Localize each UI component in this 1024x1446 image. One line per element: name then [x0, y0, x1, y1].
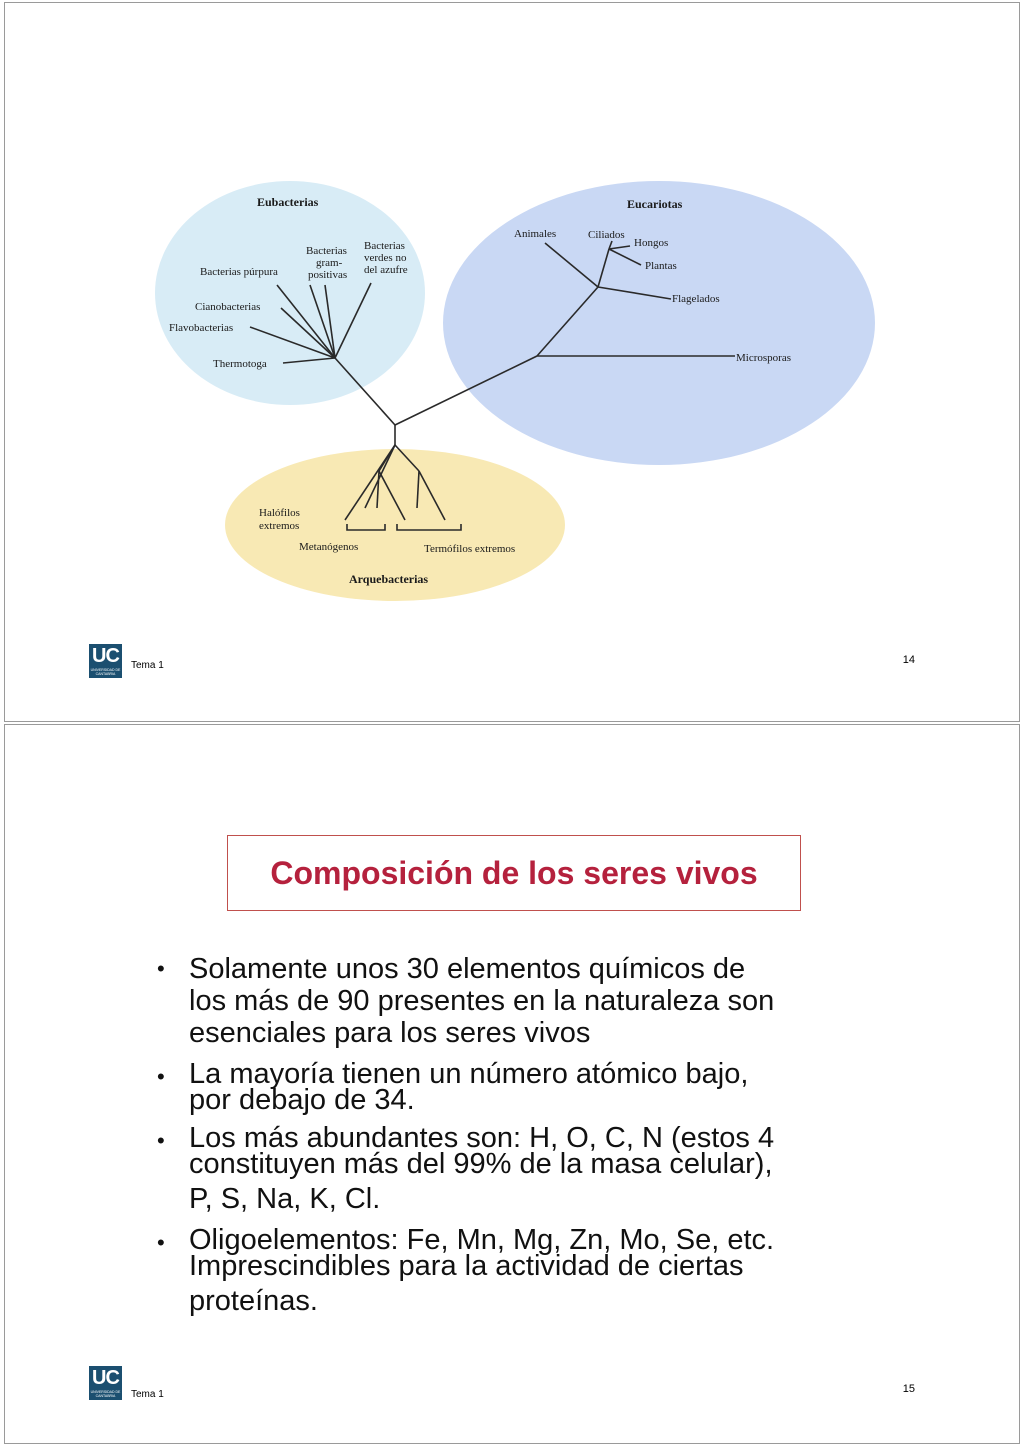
bullet-list: [155, 953, 875, 1329]
uc-logo-subtext: UNIVERSIDAD DE CANTABRIA: [90, 1390, 121, 1398]
label-hongos: Hongos: [634, 237, 669, 249]
label-ciliados: Ciliados: [588, 229, 625, 241]
group-label-archaea: Arquebacterias: [349, 572, 429, 586]
bullet-dot-icon: •: [157, 956, 165, 981]
footer-label: Tema 1: [131, 1389, 164, 1400]
phylogenetic-tree: [5, 3, 1019, 721]
label-verdes-line2: verdes no: [364, 252, 407, 264]
label-halofilos-line1: Halófilos: [259, 507, 300, 519]
uc-logo-subtext: UNIVERSIDAD DE CANTABRIA: [90, 668, 121, 676]
label-termofilos: Termófilos extremos: [424, 543, 516, 555]
bullet-dot-icon: •: [157, 1064, 165, 1089]
label-thermotoga: Thermotoga: [213, 358, 267, 370]
bullet-line: esenciales para los seres vivos: [189, 1017, 591, 1049]
bullet-line: constituyen más del 99% de la masa celular),: [189, 1148, 773, 1180]
slide-title-box: [227, 835, 801, 911]
bullet-line: proteínas.: [189, 1285, 318, 1317]
label-flagelados: Flagelados: [672, 293, 720, 305]
label-verdes-line3: del azufre: [364, 264, 408, 276]
group-label-eukaryotes: Eucariotas: [627, 197, 683, 211]
uc-logo: [89, 1366, 122, 1400]
bullet-line: Imprescindibles para la actividad de ciertas: [189, 1250, 744, 1282]
label-verdes-line1: Bacterias: [364, 240, 405, 252]
slide-14: [4, 2, 1020, 722]
bullet-line: los más de 90 presentes en la naturaleza son: [189, 985, 775, 1017]
slide-15: [4, 724, 1020, 1444]
page-number: 15: [902, 1383, 915, 1395]
uc-logo-text: UC: [92, 645, 119, 667]
bullet-line: P, S, Na, K, Cl.: [189, 1183, 381, 1215]
bullet-dot-icon: •: [157, 1128, 165, 1153]
label-metanogenos: Metanógenos: [299, 541, 359, 553]
bullet-line: Los más abundantes son: H, O, C, N (estos 4: [189, 1122, 775, 1154]
label-plantas: Plantas: [645, 260, 677, 272]
label-gram-line3: positivas: [308, 269, 348, 281]
page-number: 14: [902, 654, 915, 666]
bullet-line: por debajo de 34.: [189, 1084, 415, 1116]
bullet-item: [155, 953, 875, 1049]
footer-label: Tema 1: [131, 660, 164, 671]
bullet-line: Solamente unos 30 elementos químicos de: [189, 953, 746, 985]
label-gram-line2: gram-: [316, 257, 343, 269]
eubacteria-region: [155, 181, 425, 405]
label-cianobacterias: Cianobacterias: [195, 301, 261, 313]
label-flavobacterias: Flavobacterias: [169, 322, 234, 334]
uc-logo-text: UC: [92, 1367, 119, 1389]
label-microsporas: Microsporas: [736, 352, 791, 364]
label-animales: Animales: [514, 228, 557, 240]
uc-logo: [89, 644, 122, 678]
label-gram-line1: Bacterias: [306, 245, 347, 257]
group-label-eubacteria: Eubacterias: [257, 195, 319, 209]
bullet-line: Oligoelementos: Fe, Mn, Mg, Zn, Mo, Se, etc.: [189, 1224, 775, 1256]
bullet-line: La mayoría tienen un número atómico bajo,: [189, 1058, 749, 1090]
bullet-item: [155, 1058, 875, 1116]
label-halofilos-line2: extremos: [259, 520, 300, 532]
label-bacterias-purpura: Bacterias púrpura: [200, 266, 278, 278]
bullet-dot-icon: •: [157, 1230, 165, 1255]
eukaryote-region: [443, 181, 875, 465]
bullet-item: [155, 1224, 875, 1317]
bullet-item: [155, 1122, 875, 1215]
slide-title: Composición de los seres vivos: [270, 854, 758, 891]
